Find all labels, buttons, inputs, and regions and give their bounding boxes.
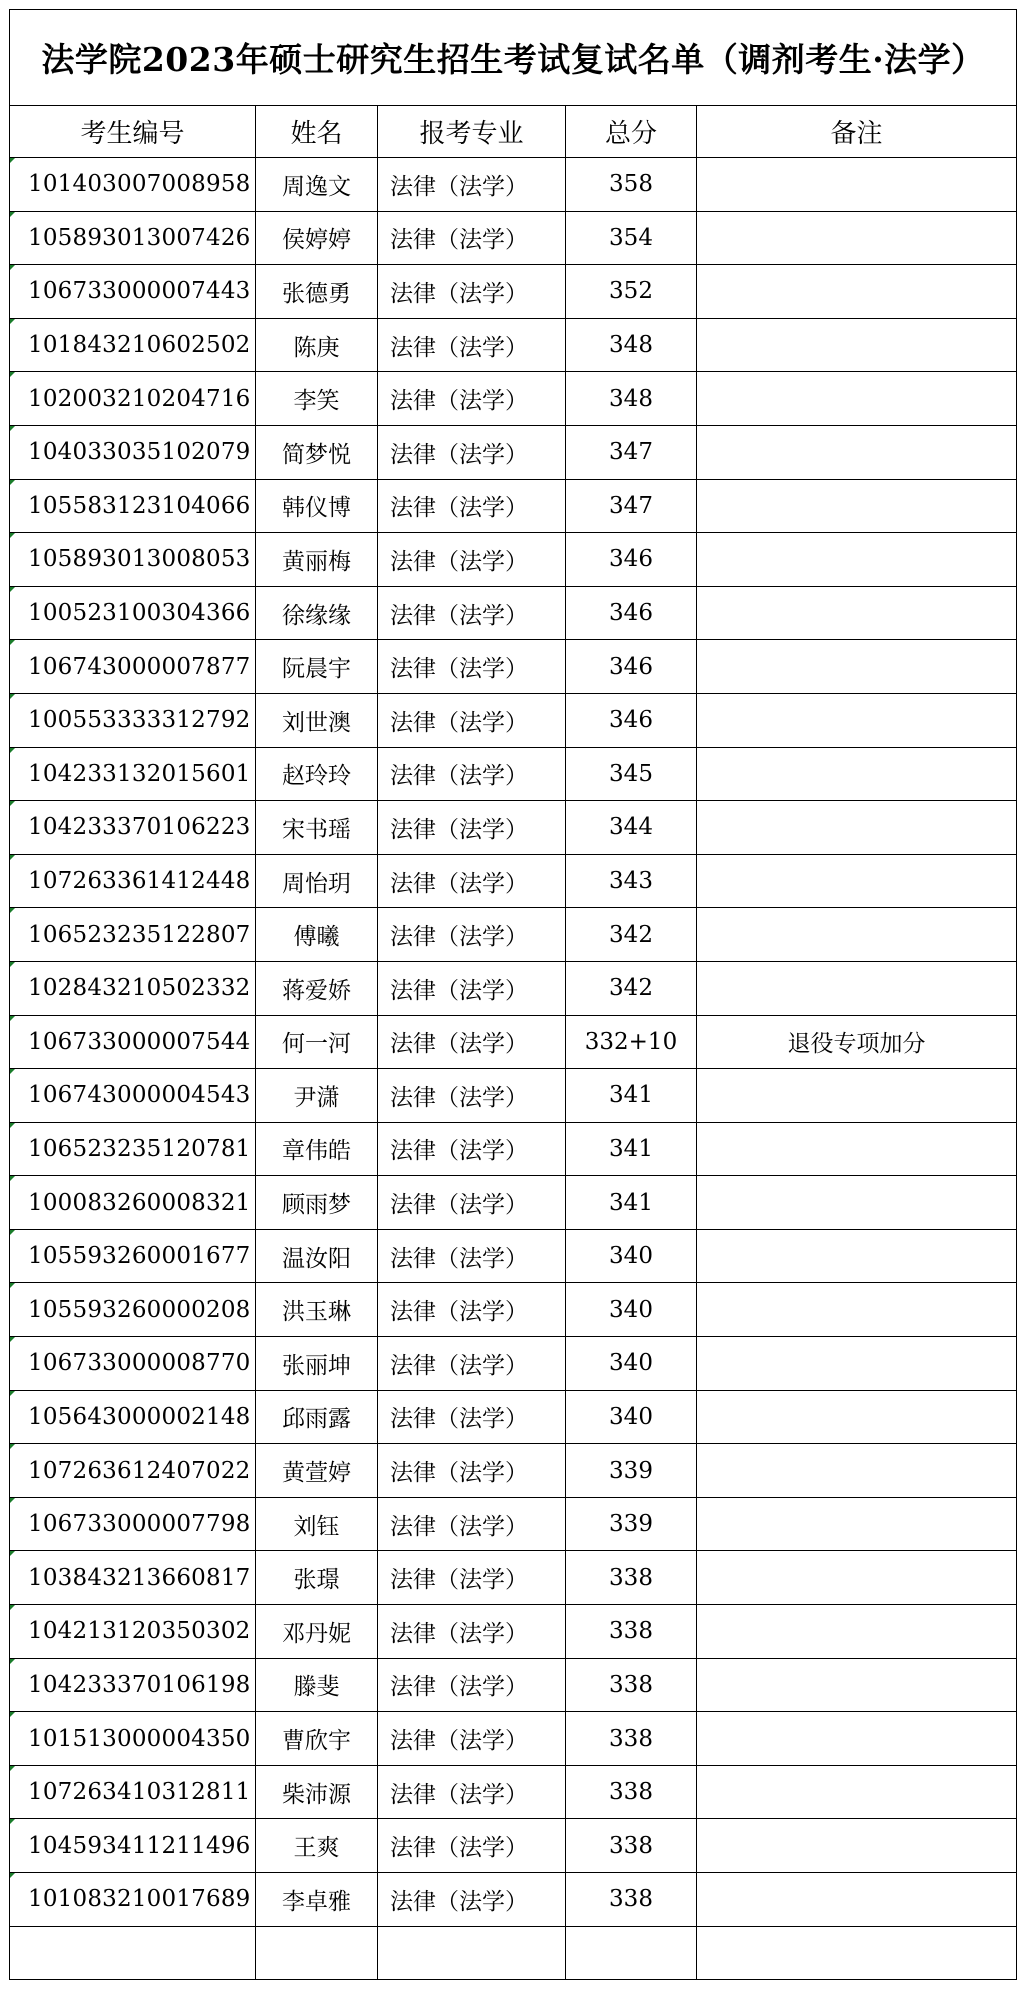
cell-exam-id: 104233370106223 (10, 801, 256, 855)
cell-score: 348 (566, 372, 697, 426)
cell-major: 法律（法学） (378, 372, 566, 426)
cell-note (697, 211, 1017, 265)
cell-name: 刘钰 (256, 1497, 378, 1551)
table-row (10, 1712, 1017, 1766)
cell-note (697, 1176, 1017, 1230)
empty-cell (378, 1926, 566, 1980)
cell-name: 蒋爱娇 (256, 961, 378, 1015)
cell-note (697, 265, 1017, 319)
cell-note (697, 1551, 1017, 1605)
cell-score: 339 (566, 1497, 697, 1551)
header-major: 报考专业 (378, 106, 566, 158)
cell-exam-id: 103843213660817 (10, 1551, 256, 1605)
cell-name: 黄萱婷 (256, 1444, 378, 1498)
cell-name: 赵玲玲 (256, 747, 378, 801)
cell-exam-id: 106523235120781 (10, 1122, 256, 1176)
cell-note (697, 1283, 1017, 1337)
cell-score: 346 (566, 640, 697, 694)
cell-note (697, 1765, 1017, 1819)
cell-name: 刘世澳 (256, 693, 378, 747)
cell-major: 法律（法学） (378, 586, 566, 640)
cell-note (697, 1605, 1017, 1659)
cell-note (697, 1444, 1017, 1498)
table-row (10, 265, 1017, 319)
table-row (10, 1765, 1017, 1819)
cell-exam-id: 106733000008770 (10, 1337, 256, 1391)
table-row (10, 1497, 1017, 1551)
cell-name: 侯婷婷 (256, 211, 378, 265)
cell-score: 346 (566, 693, 697, 747)
cell-note (697, 1712, 1017, 1766)
cell-name: 陈庚 (256, 318, 378, 372)
cell-score: 338 (566, 1605, 697, 1659)
cell-note (697, 425, 1017, 479)
cell-exam-id: 101403007008958 (10, 158, 256, 212)
cell-major: 法律（法学） (378, 1873, 566, 1927)
cell-major: 法律（法学） (378, 747, 566, 801)
cell-exam-id: 107263410312811 (10, 1765, 256, 1819)
cell-exam-id: 105583123104066 (10, 479, 256, 533)
cell-major: 法律（法学） (378, 693, 566, 747)
cell-exam-id: 105893013008053 (10, 533, 256, 587)
cell-major: 法律（法学） (378, 640, 566, 694)
cell-exam-id: 100083260008321 (10, 1176, 256, 1230)
cell-name: 邱雨露 (256, 1390, 378, 1444)
cell-major: 法律（法学） (378, 1605, 566, 1659)
cell-name: 王爽 (256, 1819, 378, 1873)
cell-major: 法律（法学） (378, 1229, 566, 1283)
table-row (10, 1176, 1017, 1230)
cell-exam-id: 104593411211496 (10, 1819, 256, 1873)
cell-name: 徐缘缘 (256, 586, 378, 640)
cell-major: 法律（法学） (378, 1765, 566, 1819)
cell-score: 341 (566, 1069, 697, 1123)
cell-name: 温汝阳 (256, 1229, 378, 1283)
cell-major: 法律（法学） (378, 1444, 566, 1498)
cell-exam-id: 105643000002148 (10, 1390, 256, 1444)
table-row (10, 1658, 1017, 1712)
cell-exam-id: 106733000007443 (10, 265, 256, 319)
cell-note (697, 1873, 1017, 1927)
cell-note (697, 908, 1017, 962)
cell-major: 法律（法学） (378, 1069, 566, 1123)
cell-name: 张璟 (256, 1551, 378, 1605)
cell-major: 法律（法学） (378, 533, 566, 587)
cell-exam-id: 100553333312792 (10, 693, 256, 747)
cell-exam-id: 105593260000208 (10, 1283, 256, 1337)
cell-score: 344 (566, 801, 697, 855)
cell-major: 法律（法学） (378, 1390, 566, 1444)
cell-exam-id: 101513000004350 (10, 1712, 256, 1766)
cell-note (697, 747, 1017, 801)
cell-major: 法律（法学） (378, 211, 566, 265)
cell-exam-id: 104233370106198 (10, 1658, 256, 1712)
cell-major: 法律（法学） (378, 961, 566, 1015)
cell-score: 347 (566, 425, 697, 479)
retest-list-table (9, 9, 1017, 1980)
cell-note: 退役专项加分 (697, 1015, 1017, 1069)
table-row (10, 640, 1017, 694)
cell-major: 法律（法学） (378, 1015, 566, 1069)
cell-major: 法律（法学） (378, 854, 566, 908)
cell-exam-id: 102843210502332 (10, 961, 256, 1015)
table-row (10, 425, 1017, 479)
cell-note (697, 1658, 1017, 1712)
table-row (10, 854, 1017, 908)
cell-exam-id: 104213120350302 (10, 1605, 256, 1659)
cell-note (697, 1337, 1017, 1391)
cell-score: 340 (566, 1229, 697, 1283)
cell-score: 352 (566, 265, 697, 319)
cell-name: 周逸文 (256, 158, 378, 212)
header-exam-id: 考生编号 (10, 106, 256, 158)
table-row (10, 1551, 1017, 1605)
cell-exam-id: 105893013007426 (10, 211, 256, 265)
cell-note (697, 1497, 1017, 1551)
cell-major: 法律（法学） (378, 158, 566, 212)
cell-score: 338 (566, 1819, 697, 1873)
cell-note (697, 1229, 1017, 1283)
cell-major: 法律（法学） (378, 1497, 566, 1551)
cell-major: 法律（法学） (378, 1337, 566, 1391)
cell-name: 李笑 (256, 372, 378, 426)
table-row (10, 747, 1017, 801)
cell-major: 法律（法学） (378, 265, 566, 319)
cell-exam-id: 106733000007798 (10, 1497, 256, 1551)
cell-name: 黄丽梅 (256, 533, 378, 587)
cell-score: 338 (566, 1658, 697, 1712)
cell-name: 顾雨梦 (256, 1176, 378, 1230)
cell-name: 张德勇 (256, 265, 378, 319)
table-row (10, 1122, 1017, 1176)
cell-name: 章伟皓 (256, 1122, 378, 1176)
table-row (10, 1337, 1017, 1391)
cell-exam-id: 106743000004543 (10, 1069, 256, 1123)
cell-score: 341 (566, 1176, 697, 1230)
table-row (10, 801, 1017, 855)
empty-cell (256, 1926, 378, 1980)
cell-score: 340 (566, 1390, 697, 1444)
cell-exam-id: 100523100304366 (10, 586, 256, 640)
cell-score: 340 (566, 1283, 697, 1337)
table-row (10, 479, 1017, 533)
table-row (10, 1069, 1017, 1123)
table-row (10, 211, 1017, 265)
table-row (10, 961, 1017, 1015)
cell-note (697, 318, 1017, 372)
cell-note (697, 158, 1017, 212)
cell-score: 346 (566, 586, 697, 640)
header-note: 备注 (697, 106, 1017, 158)
cell-exam-id: 104233132015601 (10, 747, 256, 801)
cell-name: 柴沛源 (256, 1765, 378, 1819)
cell-exam-id: 107263361412448 (10, 854, 256, 908)
cell-score: 332+10 (566, 1015, 697, 1069)
cell-exam-id: 102003210204716 (10, 372, 256, 426)
cell-score: 342 (566, 908, 697, 962)
cell-note (697, 854, 1017, 908)
cell-exam-id: 107263612407022 (10, 1444, 256, 1498)
cell-score: 341 (566, 1122, 697, 1176)
cell-name: 曹欣宇 (256, 1712, 378, 1766)
cell-note (697, 640, 1017, 694)
cell-major: 法律（法学） (378, 425, 566, 479)
empty-cell (697, 1926, 1017, 1980)
cell-name: 宋书瑶 (256, 801, 378, 855)
cell-score: 345 (566, 747, 697, 801)
cell-note (697, 1122, 1017, 1176)
cell-major: 法律（法学） (378, 1551, 566, 1605)
table-row (10, 158, 1017, 212)
table-row (10, 1283, 1017, 1337)
cell-major: 法律（法学） (378, 318, 566, 372)
cell-major: 法律（法学） (378, 801, 566, 855)
cell-score: 343 (566, 854, 697, 908)
cell-major: 法律（法学） (378, 1819, 566, 1873)
cell-major: 法律（法学） (378, 1176, 566, 1230)
cell-name: 张丽坤 (256, 1337, 378, 1391)
cell-score: 338 (566, 1765, 697, 1819)
table-row (10, 1444, 1017, 1498)
cell-note (697, 533, 1017, 587)
table-row (10, 533, 1017, 587)
cell-name: 何一河 (256, 1015, 378, 1069)
cell-note (697, 586, 1017, 640)
cell-score: 338 (566, 1712, 697, 1766)
table-row (10, 1015, 1017, 1069)
cell-major: 法律（法学） (378, 908, 566, 962)
table-row (10, 1819, 1017, 1873)
cell-note (697, 801, 1017, 855)
cell-exam-id: 106523235122807 (10, 908, 256, 962)
cell-exam-id: 105593260001677 (10, 1229, 256, 1283)
document-title: 法学院2023年硕士研究生招生考试复试名单（调剂考生·法学） (10, 10, 1017, 106)
cell-note (697, 1069, 1017, 1123)
retest-list-document (9, 9, 1016, 1980)
cell-exam-id: 106733000007544 (10, 1015, 256, 1069)
cell-name: 尹潇 (256, 1069, 378, 1123)
table-row (10, 1229, 1017, 1283)
cell-score: 346 (566, 533, 697, 587)
table-row (10, 586, 1017, 640)
table-body (10, 158, 1017, 1980)
cell-note (697, 693, 1017, 747)
cell-note (697, 961, 1017, 1015)
cell-score: 348 (566, 318, 697, 372)
cell-score: 338 (566, 1551, 697, 1605)
table-row (10, 693, 1017, 747)
cell-name: 简梦悦 (256, 425, 378, 479)
cell-major: 法律（法学） (378, 1712, 566, 1766)
cell-name: 邓丹妮 (256, 1605, 378, 1659)
table-row (10, 372, 1017, 426)
cell-exam-id: 101843210602502 (10, 318, 256, 372)
header-score: 总分 (566, 106, 697, 158)
cell-major: 法律（法学） (378, 1122, 566, 1176)
cell-score: 354 (566, 211, 697, 265)
cell-exam-id: 104033035102079 (10, 425, 256, 479)
cell-note (697, 1819, 1017, 1873)
table-row (10, 318, 1017, 372)
table-row (10, 908, 1017, 962)
table-row (10, 1873, 1017, 1927)
cell-major: 法律（法学） (378, 1658, 566, 1712)
column-header-row (10, 106, 1017, 158)
cell-name: 滕斐 (256, 1658, 378, 1712)
cell-note (697, 1390, 1017, 1444)
cell-name: 周怡玥 (256, 854, 378, 908)
table-row (10, 1390, 1017, 1444)
cell-major: 法律（法学） (378, 479, 566, 533)
cell-score: 347 (566, 479, 697, 533)
empty-cell (10, 1926, 256, 1980)
cell-score: 338 (566, 1873, 697, 1927)
cell-name: 傅曦 (256, 908, 378, 962)
cell-score: 340 (566, 1337, 697, 1391)
cell-score: 342 (566, 961, 697, 1015)
cell-exam-id: 106743000007877 (10, 640, 256, 694)
cell-note (697, 479, 1017, 533)
cell-exam-id: 101083210017689 (10, 1873, 256, 1927)
cell-name: 韩仪博 (256, 479, 378, 533)
cell-name: 洪玉琳 (256, 1283, 378, 1337)
cell-note (697, 372, 1017, 426)
cell-score: 358 (566, 158, 697, 212)
cell-score: 339 (566, 1444, 697, 1498)
header-name: 姓名 (256, 106, 378, 158)
cell-name: 阮晨宇 (256, 640, 378, 694)
cell-name: 李卓雅 (256, 1873, 378, 1927)
cell-major: 法律（法学） (378, 1283, 566, 1337)
empty-cell (566, 1926, 697, 1980)
table-row (10, 1605, 1017, 1659)
empty-table-row (10, 1926, 1017, 1980)
